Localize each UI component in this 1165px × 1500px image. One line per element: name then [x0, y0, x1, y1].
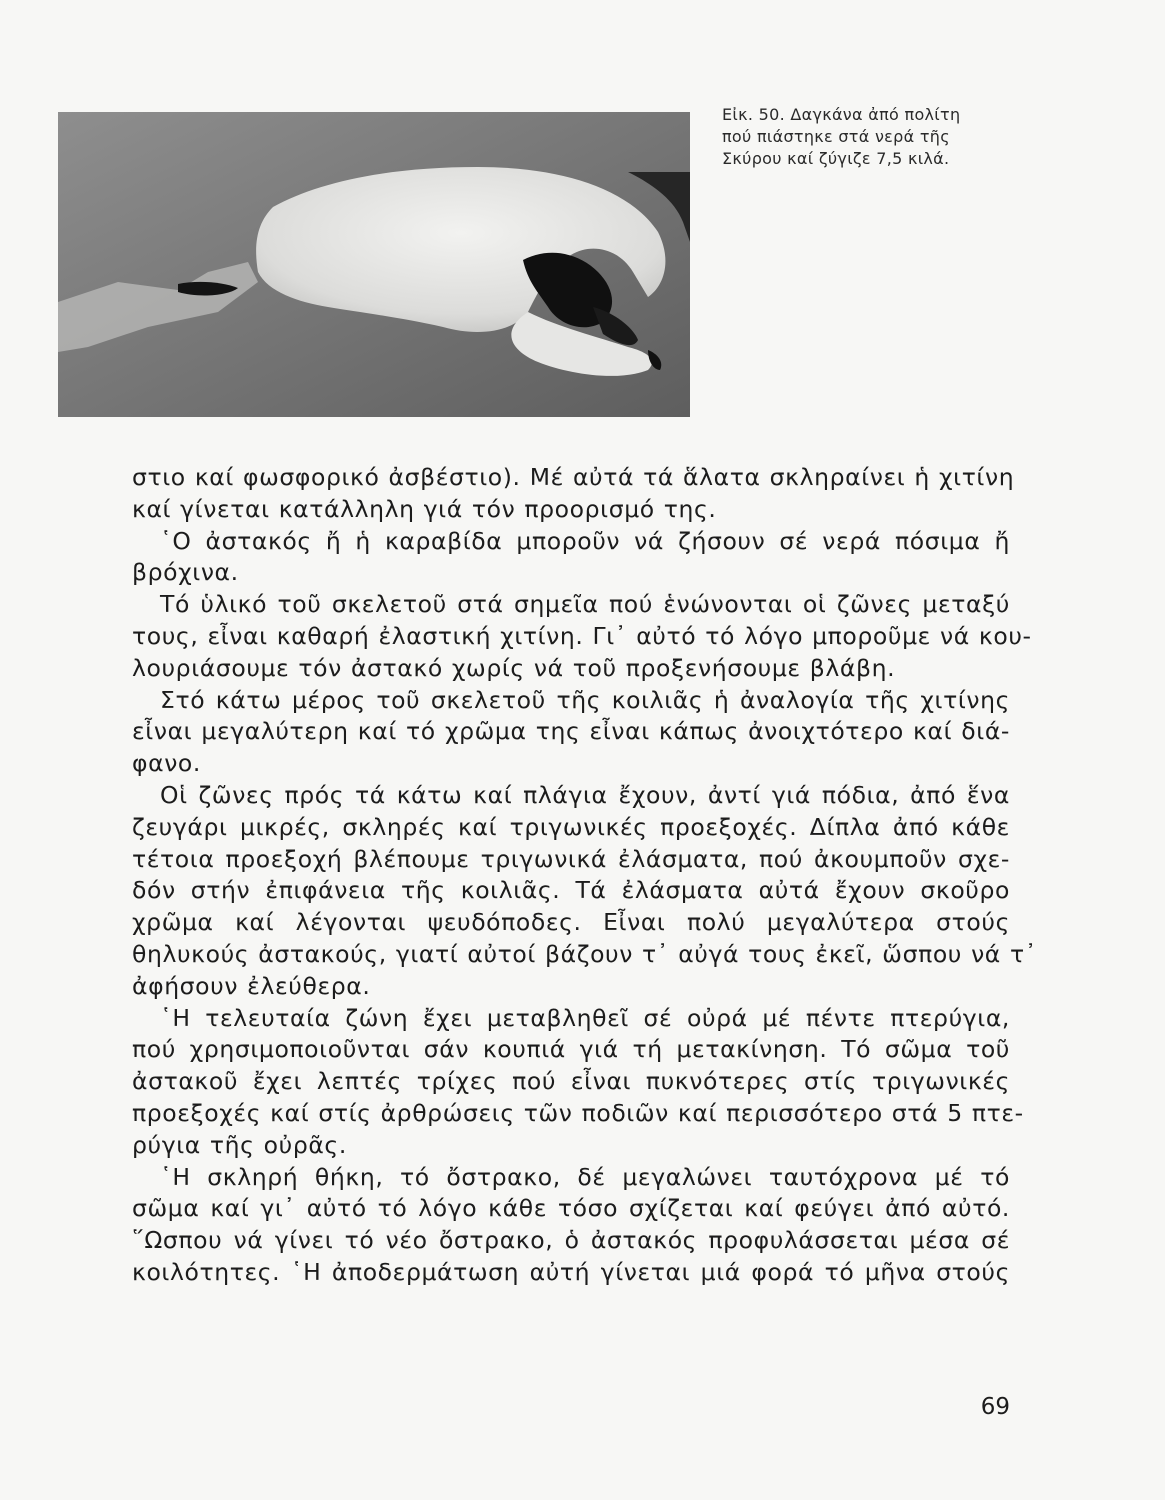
text-line: ἀφήσουν ἐλεύθερα.: [132, 971, 371, 1000]
lobster-claw-photo: [58, 112, 690, 417]
text-line: ζευγάρι μικρές, σκληρές καί τριγωνικές προεξοχές. Δίπλα ἀπό κάθε: [132, 812, 1010, 841]
text-line: Στό κάτω μέρος τοῦ σκελετοῦ τῆς κοιλιᾶς ἡ ἀναλογία τῆς χιτίνης: [160, 685, 1010, 714]
text-line: στιο καί φωσφορικό ἀσβέστιο). Μέ αὐτά τά ἅλατα σκληραίνει ἡ χιτίνη: [132, 463, 1015, 491]
caption-line: Σκύρου καί ζύγιζε 7,5 κιλά.: [722, 149, 950, 168]
text-line: πού χρησιμοποιοῦνται σάν κουπιά γιά τή μετακίνηση. Τό σῶμα τοῦ: [132, 1035, 1010, 1064]
text-line: Τό ὑλικό τοῦ σκελετοῦ στά σημεῖα πού ἑνώνονται οἱ ζῶνες μεταξύ: [160, 590, 1010, 619]
text-line: δόν στήν ἐπιφάνεια τῆς κοιλιᾶς. Τά ἐλάσματα αὐτά ἔχουν σκοῦρο: [132, 876, 1010, 905]
claw-illustration: [58, 112, 690, 417]
text-line: φανο.: [132, 749, 201, 778]
text-line: ρύγια τῆς οὐρᾶς.: [132, 1130, 347, 1159]
text-line: προεξοχές καί στίς ἀρθρώσεις τῶν ποδιῶν καί περισσότερο στά 5 πτε-: [132, 1098, 1024, 1127]
text-line: λουριάσουμε τόν ἀστακό χωρίς νά τοῦ προξενήσουμε βλάβη.: [132, 653, 896, 682]
text-line: Οἱ ζῶνες πρός τά κάτω καί πλάγια ἔχουν, ἀντί γιά πόδια, ἀπό ἕνα: [160, 780, 1010, 809]
text-line: θηλυκούς ἀστακούς, γιατί αὐτοί βάζουν τ᾽ αὐγά τους ἐκεῖ, ὥσπου νά τ᾽: [132, 939, 1038, 968]
text-line: ἀστακοῦ ἔχει λεπτές τρίχες πού εἶναι πυκνότερες στίς τριγωνικές: [132, 1067, 1010, 1096]
caption-line: πού πιάστηκε στά νερά τῆς: [722, 127, 950, 146]
text-line: τέτοια προεξοχή βλέπουμε τριγωνικά ἐλάσματα, πού ἀκουμποῦν σχε-: [132, 844, 1010, 873]
text-line: χρῶμα καί λέγονται ψευδόποδες. Εἶναι πολύ μεγαλύτερα στούς: [132, 908, 1010, 937]
text-line: καί γίνεται κατάλληλη γιά τόν προορισμό της.: [132, 494, 717, 523]
figure-caption: [722, 104, 1022, 170]
caption-line: Εἰκ. 50. Δαγκάνα ἀπό πολίτη: [722, 105, 961, 124]
page-number: 69: [980, 1394, 1010, 1420]
text-line: βρόχινα.: [132, 558, 239, 587]
text-line: ῞Ωσπου νά γίνει τό νέο ὄστρακο, ὁ ἀστακός προφυλάσσεται μέσα σέ: [132, 1226, 1010, 1255]
text-line: τους, εἶναι καθαρή ἐλαστική χιτίνη. Γι᾽ αὐτό τό λόγο μποροῦμε νά κου-: [132, 621, 1032, 650]
text-line: σῶμα καί γι᾽ αὐτό τό λόγο κάθε τόσο σχίζεται καί φεύγει ἀπό αὐτό.: [132, 1194, 1010, 1223]
text-line: κοιλότητες. ῾Η ἀποδερμάτωση αὐτή γίνεται μιά φορά τό μῆνα στούς: [132, 1257, 1010, 1286]
text-line: ῾Η τελευταία ζώνη ἔχει μεταβληθεῖ σέ οὐρά μέ πέντε πτερύγια,: [160, 1003, 1010, 1032]
text-line: ῾Η σκληρή θήκη, τό ὄστρακο, δέ μεγαλώνει ταυτόχρονα μέ τό: [160, 1162, 1010, 1191]
text-line: ῾Ο ἀστακός ἤ ἡ καραβίδα μποροῦν νά ζήσουν σέ νερά πόσιμα ἤ: [160, 526, 1010, 555]
text-line: εἶναι μεγαλύτερη καί τό χρῶμα της εἶναι κάπως ἀνοιχτότερο καί διά-: [132, 717, 1010, 746]
body-text: [132, 462, 1038, 1289]
